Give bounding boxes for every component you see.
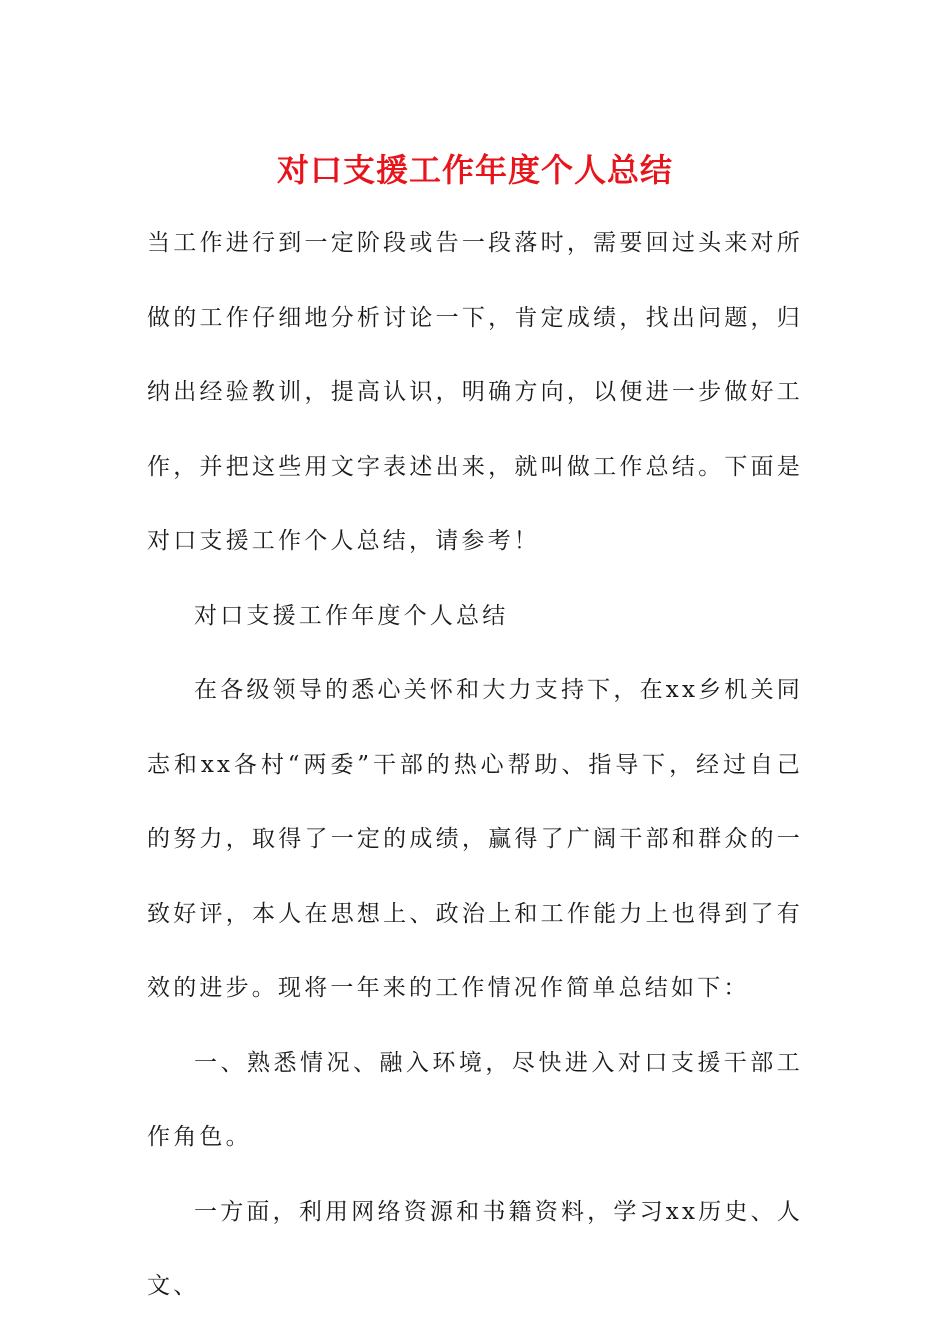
- document-title: 对口支援工作年度个人总结: [276, 151, 673, 189]
- opening-paragraph: 在各级领导的悉心关怀和大力支持下，在xx乡机关同志和xx各村“两委”干部的热心帮助、指导下，经过自己的努力，取得了一定的成绩，赢得了广阔干部和群众的一致好评，本人在思想上、政治上和工作能力上也得到了有效的进步。现将一年来的工作情况作简单总结如下：: [147, 677, 803, 1001]
- document-body: [147, 206, 803, 1324]
- section-one-heading: 一、熟悉情况、融入环境，尽快进入对口支援干部工作角色。: [147, 1049, 803, 1150]
- section-heading: 对口支援工作年度个人总结: [194, 602, 509, 629]
- section-one-paragraph: 一方面，利用网络资源和书籍资料，学习xx历史、人文、: [147, 1198, 803, 1299]
- intro-paragraph: 当工作进行到一定阶段或告一段落时，需要回过头来对所做的工作仔细地分析讨论一下，肯定成绩，找出问题，归纳出经验教训，提高认识，明确方向，以便进一步做好工作，并把这些用文字表述出来，就叫做工作总结。下面是对口支援工作个人总结，请参考！: [147, 230, 803, 554]
